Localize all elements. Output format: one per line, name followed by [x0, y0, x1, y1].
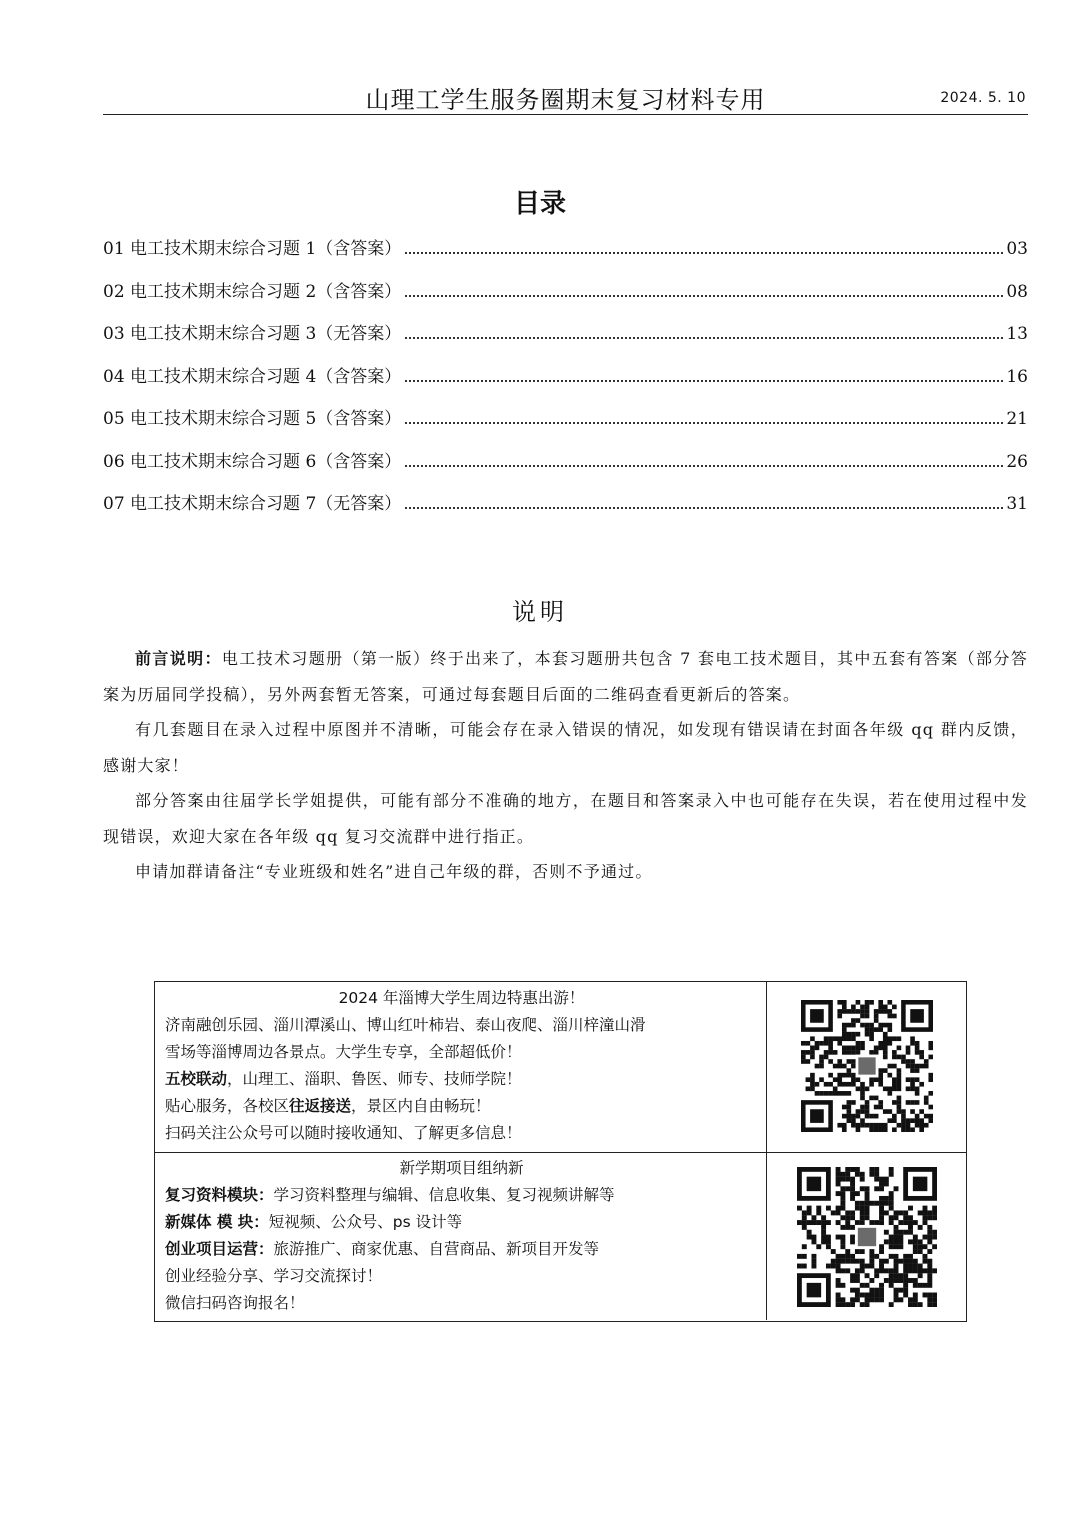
toc-entry-label: 01 电工技术期末综合习题 1（含答案） — [103, 239, 402, 259]
toc-entry — [103, 447, 1028, 490]
notes-paragraph: 部分答案由往届学长学姐提供，可能有部分不准确的地方，在题目和答案录入中也可能存在失误，若在使用过程中发现错误，欢迎大家在各年级 qq 复习交流群中进行指正。 — [103, 791, 1028, 846]
promo-line — [165, 1182, 758, 1209]
toc-leader-dots — [405, 295, 1003, 297]
toc-entry-page: 13 — [1006, 324, 1028, 344]
toc-leader-dots — [405, 252, 1003, 254]
toc-leader-dots — [405, 380, 1003, 382]
toc-entry-page: 16 — [1006, 366, 1028, 387]
notes-lead: 前言说明： — [135, 649, 222, 668]
promo-highlight: 新媒体 模 块： — [165, 1213, 269, 1231]
notes-section — [103, 641, 1028, 890]
toc-entry-page: 08 — [1006, 281, 1028, 302]
toc-entry-label: 06 电工技术期末综合习题 6（含答案） — [103, 451, 402, 472]
qr-code-icon[interactable] — [801, 1000, 933, 1132]
toc-leader-dots — [405, 337, 1003, 339]
promo-highlight: 往返接送 — [289, 1097, 352, 1115]
promo-table — [154, 981, 967, 1322]
toc-entry — [103, 404, 1028, 447]
promo-highlight: 五校联动 — [165, 1070, 228, 1088]
toc-entry-label: 05 电工技术期末综合习题 5（含答案） — [103, 409, 402, 429]
promo-line-text: 学习资料整理与编辑、信息收集、复习视频讲解等 — [273, 1186, 615, 1204]
promo-line-text: 短视频、公众号、ps 设计等 — [268, 1213, 463, 1231]
toc-entry-page: 31 — [1006, 494, 1028, 514]
promo-row-travel — [155, 982, 966, 1153]
toc-entry — [103, 277, 1028, 320]
toc-leader-dots — [405, 422, 1003, 424]
promo-recruit-text — [155, 1152, 767, 1320]
promo-line-text: ，山理工、淄职、鲁医、师专、技师学院！ — [227, 1070, 522, 1088]
toc-leader-dots — [405, 465, 1003, 467]
promo-line: 济南融创乐园、淄川潭溪山、博山红叶柿岩、泰山夜爬、淄川梓潼山滑 — [165, 1016, 646, 1034]
qr-code-icon[interactable] — [797, 1167, 937, 1307]
qr-cell — [767, 1152, 966, 1320]
promo-line: 微信扫码咨询报名！ — [165, 1294, 305, 1312]
toc-entry-page: 21 — [1006, 409, 1028, 429]
toc-entry — [103, 234, 1028, 277]
promo-line-text: 贴心服务，各校区 — [165, 1097, 290, 1115]
promo-line — [165, 1066, 758, 1093]
toc-entry-label: 03 电工技术期末综合习题 3（无答案） — [103, 324, 402, 344]
toc-entry-page: 03 — [1006, 239, 1028, 259]
promo-line: 创业经验分享、学习交流探讨！ — [165, 1267, 383, 1285]
notes-title: 说明 — [512, 598, 568, 626]
promo-line — [165, 1236, 758, 1263]
promo-highlight: 复习资料模块： — [165, 1186, 274, 1204]
qr-cell — [767, 982, 966, 1152]
promo-line: 扫码关注公众号可以随时接收通知、了解更多信息！ — [165, 1124, 522, 1142]
promo-line — [165, 1209, 758, 1236]
notes-paragraph: 有几套题目在录入过程中原图并不清晰，可能会存在录入错误的情况，如发现有错误请在封面各年级 qq 群内反馈，感谢大家！ — [103, 720, 1028, 775]
promo-line-text: 旅游推广、商家优惠、自营商品、新项目开发等 — [273, 1240, 600, 1258]
header-date: 2024. 5. 10 — [940, 90, 1026, 106]
promo-row-recruit — [155, 1152, 966, 1320]
table-of-contents — [103, 234, 1028, 532]
toc-entry — [103, 362, 1028, 405]
promo-travel-text — [155, 982, 767, 1152]
toc-entry-label: 02 电工技术期末综合习题 2（含答案） — [103, 281, 402, 302]
toc-entry-page: 26 — [1006, 451, 1028, 472]
toc-entry — [103, 489, 1028, 532]
promo-line-text: ，景区内自由畅玩！ — [351, 1097, 491, 1115]
notes-paragraph-text: 电工技术习题册（第一版）终于出来了，本套习题册共包含 7 套电工技术题目，其中五套有答案（部分答案为历届同学投稿），另外两套暂无答案，可通过每套题目后面的二维码查看更新后的答案。 — [103, 649, 1028, 704]
promo-highlight: 创业项目运营： — [165, 1240, 274, 1258]
toc-title: 目录 — [513, 189, 566, 219]
promo-travel-heading: 2024 年淄博大学生周边特惠出游！ — [338, 989, 585, 1007]
promo-line: 雪场等淄博周边各景点。大学生专享，全部超低价！ — [165, 1043, 522, 1061]
toc-entry — [103, 319, 1028, 362]
notes-paragraph: 申请加群请备注“专业班级和姓名”进自己年级的群，否则不予通过。 — [135, 862, 653, 881]
promo-line — [165, 1093, 758, 1120]
header-title: 山理工学生服务圈期末复习材料专用 — [365, 86, 766, 114]
notes-paragraph — [103, 641, 1028, 712]
toc-entry-label: 07 电工技术期末综合习题 7（无答案） — [103, 494, 402, 514]
promo-recruit-heading: 新学期项目组纳新 — [399, 1159, 524, 1177]
toc-entry-label: 04 电工技术期末综合习题 4（含答案） — [103, 366, 402, 387]
toc-leader-dots — [405, 507, 1003, 509]
page-header — [103, 78, 1028, 115]
